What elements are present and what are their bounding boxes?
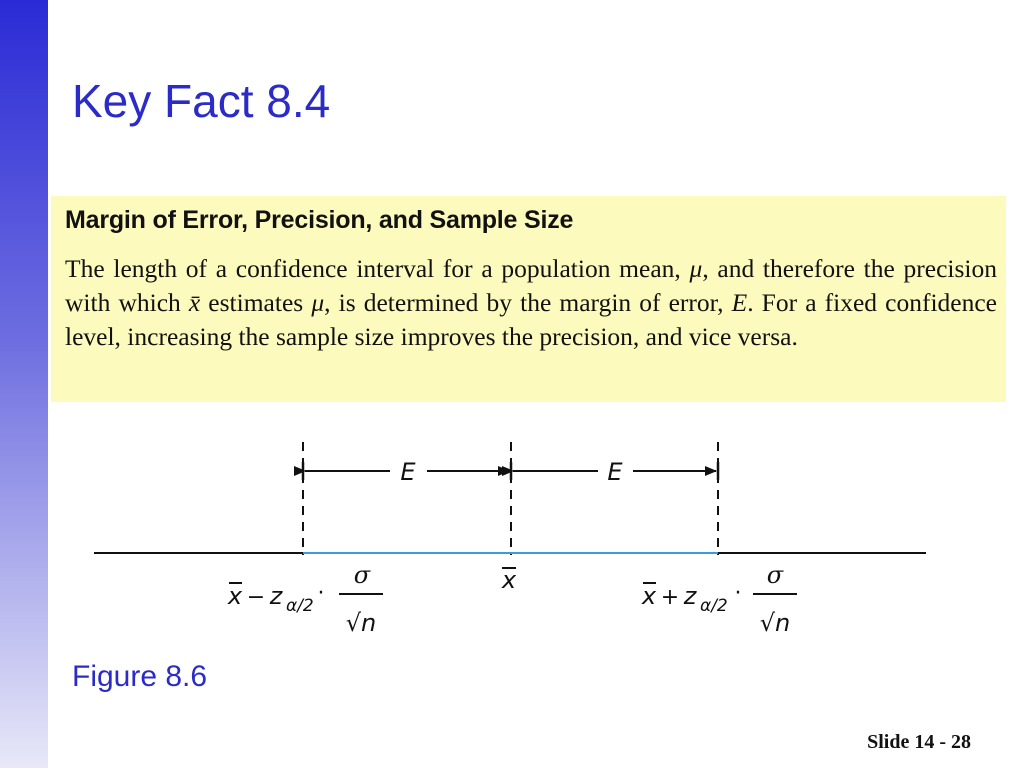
- left-margin-label: E: [400, 458, 416, 486]
- mu-symbol: μ: [311, 288, 325, 317]
- center-label: x: [501, 566, 517, 594]
- slide-title: Key Fact 8.4: [72, 75, 331, 127]
- body-text-5: . For a fixed confidence level, increasing the sample size improves the precision, and vice versa.: [65, 288, 997, 351]
- slide-number: Slide 14 - 28: [867, 731, 971, 753]
- figure-caption: Figure 8.6: [72, 660, 208, 693]
- left-z-subscript: α/2: [286, 596, 314, 616]
- body-text-4: , is determined by the margin of error,: [324, 288, 732, 317]
- xbar-symbol: x̄: [188, 288, 201, 317]
- key-fact-heading: Margin of Error, Precision, and Sample Size: [65, 206, 574, 234]
- right-sigma: σ: [766, 561, 784, 589]
- mu-symbol: μ: [689, 254, 703, 283]
- left-z: z: [269, 582, 283, 610]
- body-text-3: estimates: [200, 288, 312, 317]
- right-margin-label: E: [607, 458, 623, 486]
- left-sigma: σ: [353, 561, 371, 589]
- e-symbol: E: [731, 288, 748, 317]
- right-xbar: x: [641, 582, 657, 610]
- right-endpoint-formula: [641, 561, 797, 637]
- body-text-2: , and therefore the precision with which: [65, 254, 997, 317]
- left-endpoint-formula: [227, 561, 383, 637]
- right-z: z: [683, 582, 697, 610]
- right-z-subscript: α/2: [700, 596, 728, 616]
- left-sqrt-n: √n: [345, 609, 377, 637]
- left-operator: −: [246, 585, 266, 610]
- left-dot: ·: [317, 581, 325, 606]
- right-dot: ·: [734, 581, 742, 606]
- right-operator: +: [660, 585, 680, 610]
- body-text-1: The length of a confidence interval for a population mean,: [65, 254, 690, 283]
- left-xbar: x: [227, 582, 243, 610]
- right-sqrt-n: √n: [759, 609, 791, 637]
